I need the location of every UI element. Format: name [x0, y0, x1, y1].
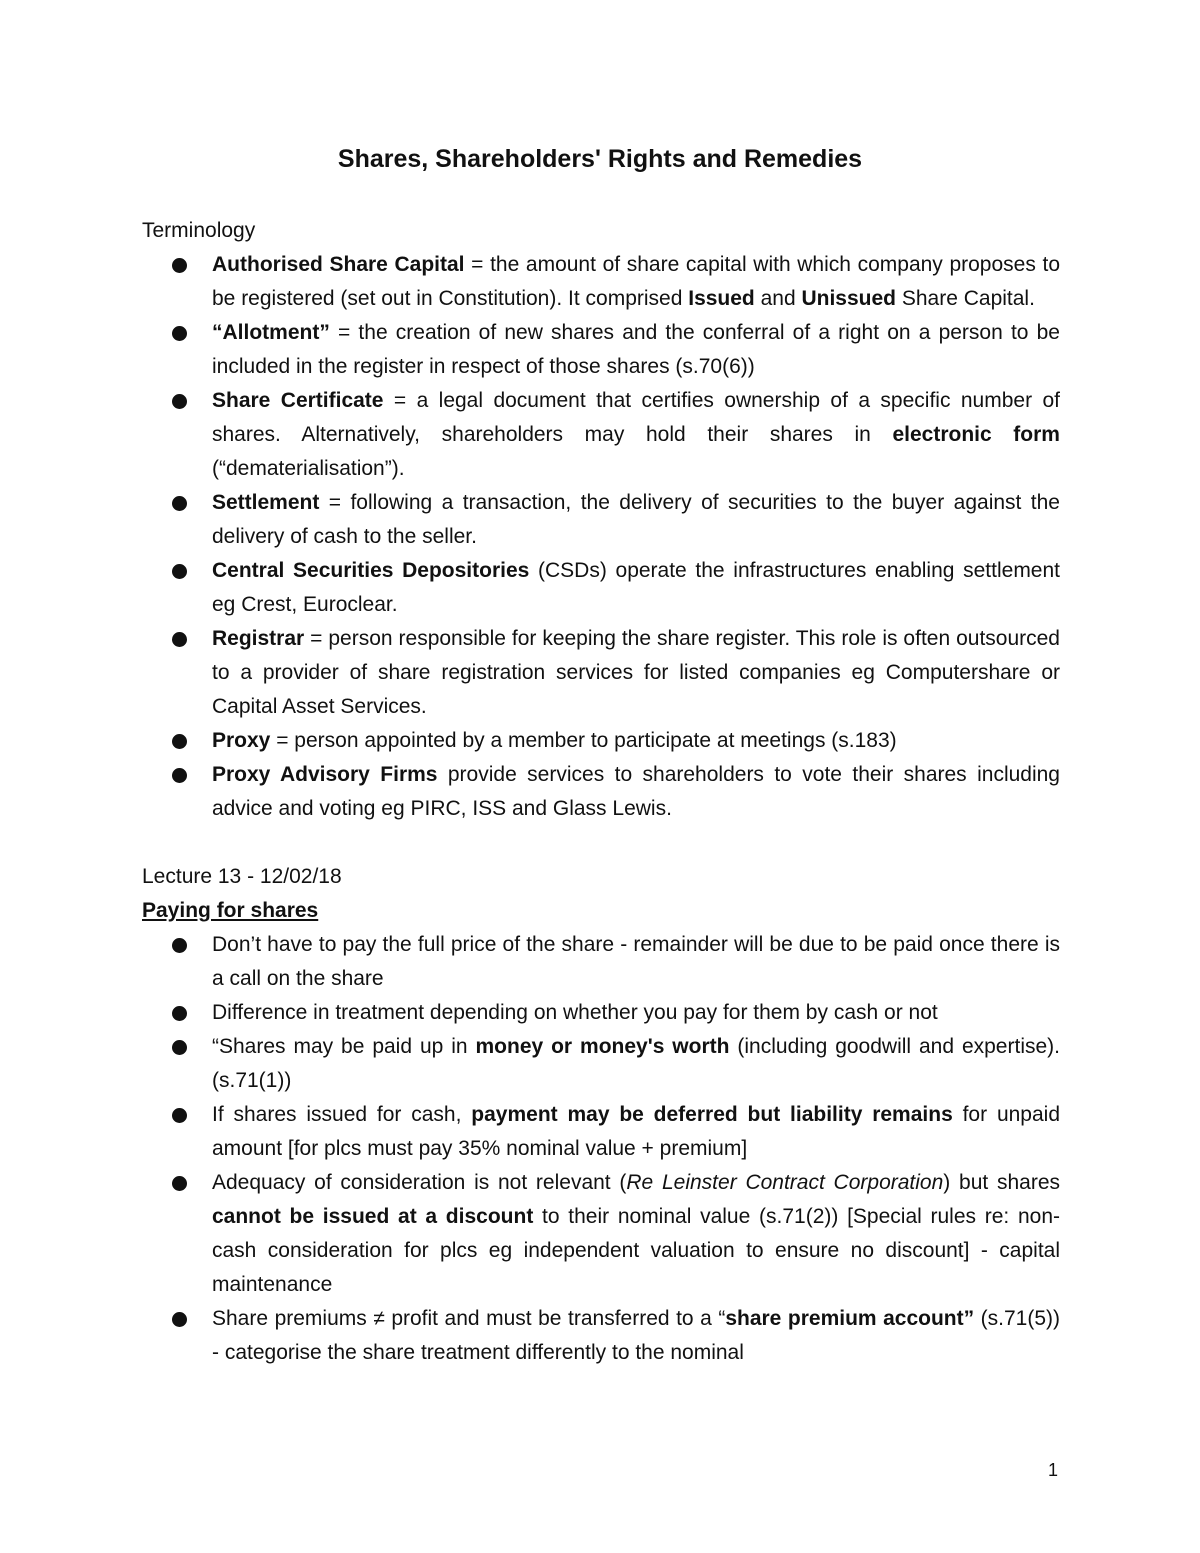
list-item: Share premiums ≠ profit and must be transferred to a “share premium account” (s.71(5)) - categorise the share treatment differently to the nominal	[142, 1302, 1060, 1370]
list-item: Settlement = following a transaction, the delivery of securities to the buyer against the delivery of cash to the seller.	[142, 486, 1060, 554]
list-item: “Allotment” = the creation of new shares and the conferral of a right on a person to be included in the register in respect of those shares (s.70(6))	[142, 316, 1060, 384]
terminology-list	[142, 248, 1060, 826]
list-item: Share Certificate = a legal document that certifies ownership of a specific number of shares. Alternatively, shareholders may hold their shares in electronic form (“dematerialisation”).	[142, 384, 1060, 486]
lecture-label: Lecture 13 - 12/02/18	[142, 865, 342, 888]
list-item: If shares issued for cash, payment may be deferred but liability remains for unpaid amount [for plcs must pay 35% nominal value + premium]	[142, 1098, 1060, 1166]
document-body	[142, 214, 1060, 1370]
list-item: Difference in treatment depending on whether you pay for them by cash or not	[142, 996, 1060, 1030]
page-number: 1	[1047, 1460, 1058, 1480]
list-item: Authorised Share Capital = the amount of share capital with which company proposes to be registered (set out in Constitution). It comprised Issued and Unissued Share Capital.	[142, 248, 1060, 316]
list-item: “Shares may be paid up in money or money's worth (including goodwill and expertise).(s.71(1))	[142, 1030, 1060, 1098]
list-item: Registrar = person responsible for keeping the share register. This role is often outsourced to a provider of share registration services for listed companies eg Computershare or Capital Asset Services.	[142, 622, 1060, 724]
list-item: Central Securities Depositories (CSDs) operate the infrastructures enabling settlement eg Crest, Euroclear.	[142, 554, 1060, 622]
document-title: Shares, Shareholders' Rights and Remedies	[337, 145, 863, 173]
list-item: Proxy = person appointed by a member to participate at meetings (s.183)	[142, 724, 1060, 758]
section-heading: Paying for shares	[142, 899, 319, 922]
list-item: Proxy Advisory Firms provide services to shareholders to vote their shares including advice and voting eg PIRC, ISS and Glass Lewis.	[142, 758, 1060, 826]
terminology-heading: Terminology	[142, 219, 256, 242]
paying-for-shares-list	[142, 928, 1060, 1370]
list-item: Adequacy of consideration is not relevant (Re Leinster Contract Corporation) but shares cannot be issued at a discount to their nominal value (s.71(2)) [Special rules re: non-cash consideration for plcs eg independent valuation to ensure no discount] - capital maintenance	[142, 1166, 1060, 1302]
list-item: Don’t have to pay the full price of the share - remainder will be due to be paid once there is a call on the share	[142, 928, 1060, 996]
spacer	[142, 826, 1060, 860]
